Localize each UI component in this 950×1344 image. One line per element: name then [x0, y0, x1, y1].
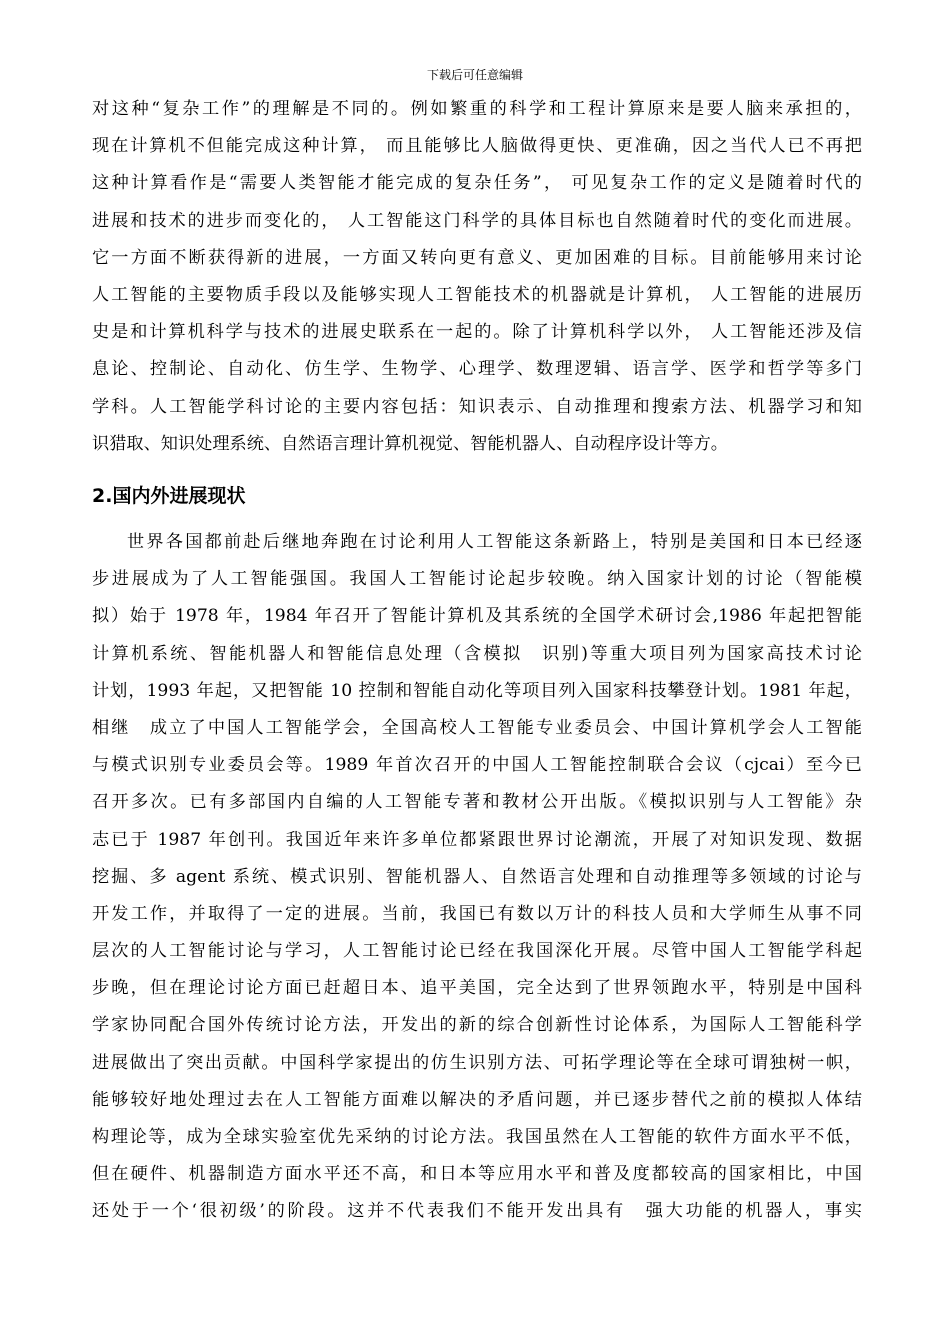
section-2-heading: 2.国内外进展现状 — [92, 485, 246, 507]
text-line: 计算机系统、智能机器人和智能信息处理（含模拟 识别)等重大项目列为国家高技术讨论 — [92, 643, 862, 664]
text-line: 进展做出了突出贡献。中国科学家提出的仿生识别方法、可拓学理论等在全球可谓独树一帜， — [92, 1052, 862, 1073]
text-line: 世界各国都前赴后继地奔跑在讨论利用人工智能这条新路上，特别是美国和日本已经逐 — [127, 532, 862, 552]
text-line: 步进展成为了人工智能强国。我国人工智能讨论起步较晚。纳入国家计划的讨论（智能模 — [92, 569, 862, 590]
text-line: 挖掘、多 agent 系统、模式识别、智能机器人、自然语言处理和自动推理等多领域的讨论与 — [92, 866, 862, 887]
text-line: 息论、控制论、自动化、仿生学、生物学、心理学、数理逻辑、语言学、医学和哲学等多门 — [92, 359, 862, 380]
text-line: 但在硬件、机器制造方面水平还不高，和日本等应用水平和普及度都较高的国家相比，中国 — [92, 1164, 862, 1185]
section-1-body — [92, 91, 862, 463]
section-2-body — [92, 524, 862, 1231]
text-line: 层次的人工智能讨论与学习，人工智能讨论已经在我国深化开展。尽管中国人工智能学科起 — [92, 941, 862, 962]
text-line: 这种计算看作是“需要人类智能才能完成的复杂任务”， 可见复杂工作的定义是随着时代的 — [92, 173, 862, 194]
text-line: 它一方面不断获得新的进展，一方面又转向更有意义、更加困难的目标。目前能够用来讨论 — [92, 247, 862, 268]
text-line: 拟）始于 1978 年，1984 年召开了智能计算机及其系统的全国学术研讨会,1986 年起把智能 — [92, 606, 862, 627]
text-line: 史是和计算机科学与技术的进展史联系在一起的。除了计算机科学以外， 人工智能还涉及信 — [92, 322, 862, 343]
text-line: 志已于 1987 年创刊。我国近年来许多单位都紧跟世界讨论潮流，开展了对知识发现、数据 — [92, 829, 862, 850]
text-line: 相继 成立了中国人工智能学会，全国高校人工智能专业委员会、中国计算机学会人工智能 — [92, 717, 862, 738]
page-header: 下载后可任意编辑 — [426, 68, 523, 82]
text-line: 与模式识别专业委员会等。1989 年首次召开的中国人工智能控制联合会议（cjcai）至今已 — [92, 755, 862, 776]
text-line: 人工智能的主要物质手段以及能够实现人工智能技术的机器就是计算机， 人工智能的进展历 — [92, 284, 862, 305]
text-line: 现在计算机不但能完成这种计算， 而且能够比人脑做得更快、更准确，因之当代人已不再把 — [92, 136, 862, 157]
text-line: 召开多次。已有多部国内自编的人工智能专著和教材公开出版。《模拟识别与人工智能》杂 — [92, 792, 862, 813]
text-line: 对这种“复杂工作”的理解是不同的。例如繁重的科学和工程计算原来是要人脑来承担的， — [92, 99, 862, 119]
text-line: 进展和技术的进步而变化的， 人工智能这门科学的具体目标也自然随着时代的变化而进展。 — [92, 210, 862, 231]
text-line: 构理论等，成为全球实验室优先采纳的讨论方法。我国虽然在人工智能的软件方面水平不低， — [92, 1127, 862, 1147]
text-line: 步晚，但在理论讨论方面已赶超日本、追平美国，完全达到了世界领跑水平，特别是中国科 — [92, 978, 862, 999]
text-line: 学家协同配合国外传统讨论方法，开发出的新的综合创新性讨论体系，为国际人工智能科学 — [92, 1015, 862, 1036]
text-line: 学科。人工智能学科讨论的主要内容包括：知识表示、自动推理和搜索方法、机器学习和知 — [92, 396, 862, 417]
text-line: 还处于一个‘很初级’的阶段。这并不代表我们不能开发出具有 强大功能的机器人，事实 — [92, 1201, 862, 1222]
text-line: 能够较好地处理过去在人工智能方面难以解决的矛盾问题，并已逐步替代之前的模拟人体结 — [92, 1089, 862, 1110]
text-line: 识猎取、知识处理系统、自然语言理计算机视觉、智能机器人、自动程序设计等方。 — [92, 433, 728, 454]
text-line: 计划，1993 年起，又把智能 10 控制和智能自动化等项目列入国家科技攀登计划。1981 年起， — [92, 680, 862, 701]
text-line: 开发工作，并取得了一定的进展。当前，我国已有数以万计的科技人员和大学师生从事不同 — [92, 903, 862, 924]
